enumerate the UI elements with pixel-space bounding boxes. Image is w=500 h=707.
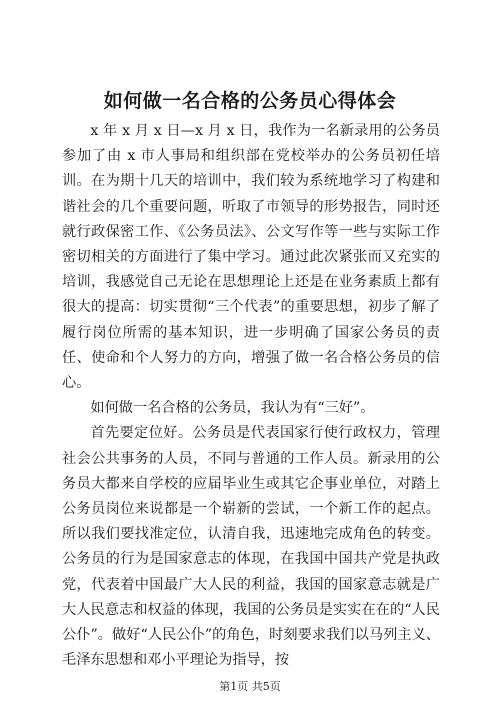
document-body — [62, 119, 440, 673]
paragraph-intro: x 年 x 月 x 日—x 月 x 日，我作为一名新录用的公务员参加了由 x 市人事局和组织部在党校举办的公务员初任培训。在为期十几天的培训中，我们较为系统地学习了构建和谐社会的几个重要问题，听取了市领导的形势报告，同时还就行政保密工作、《公务员法》、公文写作等一些与实际工作密切相关的方面进行了集中学习。通过此次紧张而又充实的培训，我感觉自己无论在思想理论上还是在业务素质上都有很大的提高：切实贯彻“三个代表”的重要思想，初步了解了履行岗位所需的基本知识，进一步明确了国家公务员的责任、使命和个人努力的方向，增强了做一名合格公务员的信心。 — [62, 123, 440, 392]
document-title: 如何做一名合格的公务员心得体会 — [103, 90, 397, 112]
paragraph-three-goods: 如何做一名合格的公务员，我认为有“三好”。 — [90, 400, 375, 417]
page-footer — [0, 680, 500, 694]
page-number-label: 第1页 共5页 — [219, 680, 281, 693]
paragraph-positioning: 首先要定位好。公务员是代表国家行使行政权力，管理社会公共事务的人员，不同与普通的工作人员。新录用的公务员大都来自学校的应届毕业生或其它企事业单位，对踏上公务员岗位来说都是一个崭新的尝试，一个新工作的起点。所以我们要找准定位，认清自我，迅速地完成角色的转变。公务员的行为是国家意志的体现，在我国中国共产党是执政党，代表着中国最广大人民的利益，我国的国家意志就是广大人民意志和权益的体现，我国的公务员是实实在在的“人民公仆”。做好“人民公仆”的角色，时刻要求我们以马列主义、毛泽东思想和邓小平理论为指导，按 — [62, 425, 440, 669]
